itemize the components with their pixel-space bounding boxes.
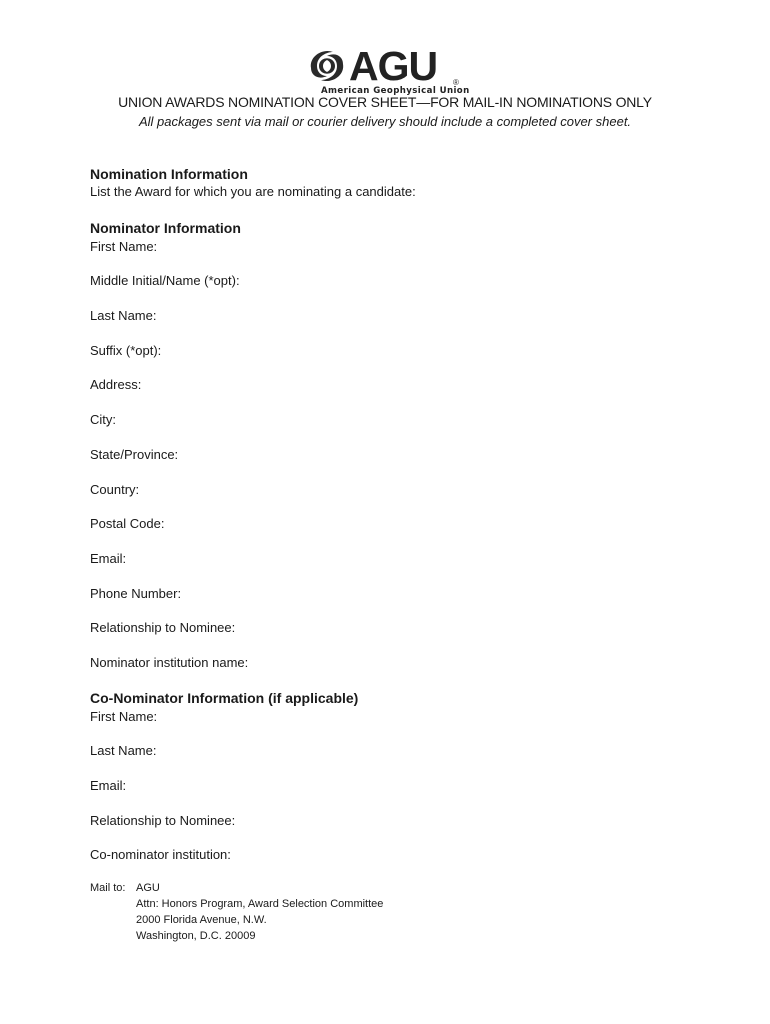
nominator-suffix-label: Suffix (*opt): (90, 343, 162, 358)
mail-street-line: 2000 Florida Avenue, N.W. (136, 914, 267, 926)
mail-to-label: Mail to: (90, 882, 126, 894)
mail-attention-line: Attn: Honors Program, Award Selection Committee (136, 898, 384, 910)
nominator-middle-name-label: Middle Initial/Name (*opt): (90, 273, 240, 288)
agu-logo (305, 43, 470, 96)
nominator-state-label: State/Province: (90, 447, 179, 462)
nominator-address-label: Address: (90, 377, 142, 392)
nomination-info-heading: Nomination Information (90, 166, 248, 182)
nominator-postal-code-label: Postal Code: (90, 516, 165, 531)
nominator-last-name-label: Last Name: (90, 308, 157, 323)
nominator-info-heading: Nominator Information (90, 220, 241, 236)
nominator-country-label: Country: (90, 482, 140, 497)
logo-subtitle: American Geophysical Union (321, 86, 470, 96)
nominator-first-name-label: First Name: (90, 239, 158, 254)
mail-city-line: Washington, D.C. 20009 (136, 930, 256, 942)
nominator-email-label: Email: (90, 551, 127, 566)
nominator-relationship-label: Relationship to Nominee: (90, 620, 236, 635)
nominator-institution-label: Nominator institution name: (90, 655, 249, 670)
mailing-address (90, 880, 383, 944)
co-nominator-first-name-label: First Name: (90, 709, 158, 724)
mail-recipient: AGU (136, 882, 160, 894)
co-nominator-email-label: Email: (90, 778, 127, 793)
award-field-label: List the Award for which you are nominating a candidate: (90, 184, 416, 199)
page-title: UNION AWARDS NOMINATION COVER SHEET—FOR MAIL-IN NOMINATIONS ONLY (118, 94, 652, 110)
co-nominator-institution-label: Co-nominator institution: (90, 847, 231, 862)
registered-mark: ® (453, 78, 459, 87)
co-nominator-relationship-label: Relationship to Nominee: (90, 813, 236, 828)
page-subtitle: All packages sent via mail or courier delivery should include a completed cover sheet. (138, 114, 632, 129)
logo-wordmark: AGU (349, 43, 438, 89)
co-nominator-last-name-label: Last Name: (90, 743, 157, 758)
nominator-phone-label: Phone Number: (90, 586, 182, 601)
nominator-city-label: City: (90, 412, 116, 427)
agu-swirl-logo-icon (305, 46, 349, 86)
co-nominator-info-heading: Co-Nominator Information (if applicable) (90, 690, 359, 706)
